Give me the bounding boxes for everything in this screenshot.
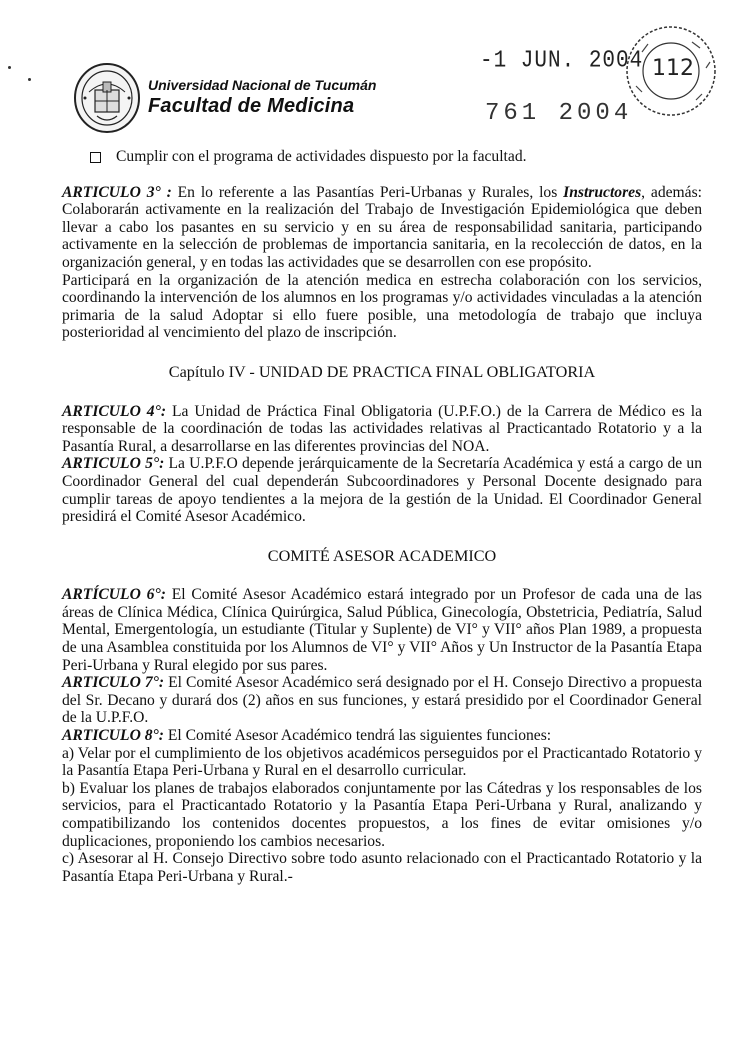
article-4 (62, 403, 702, 456)
article-text: La Unidad de Práctica Final Obligatoria (U.P.F.O.) de la Carrera de Médico es la responsable de la coordinación de todas las actividades relativas al Practicantado Rotatorio y a la Pasantía Rural, a desarrollarse en las diferentes provincias del NOA. (62, 402, 702, 455)
list-item (62, 148, 702, 166)
function-item-c: c) Asesorar al H. Consejo Directivo sobre todo asunto relacionado con el Practicantado Rotatorio y la Pasantía Etapa Peri-Urbana y Rural.- (62, 850, 702, 885)
function-item-b: b) Evaluar los planes de trabajos elaborados conjuntamente por las Cátedras y los responsables de los servicios, para el Practicantado Rotatorio y la Pasantía Etapa Peri-Urbana y Rural, analizando y compatibilizando los contenidos docentes propuestos, a los fines de evitar omisiones y/o duplicaciones, proponiendo los cambios necesarios. (62, 779, 702, 850)
article-text: El Comité Asesor Académico tendrá las siguientes funciones: (163, 727, 552, 745)
article-8 (62, 727, 702, 745)
faculty-seal (622, 22, 720, 120)
article-text: El Comité Asesor Académico será designado por el H. Consejo Directivo a propuesta del Sr. Decano y durará dos (2) años en sus funciones, y estará presidido por el Coordinador General de la U.P.F.O. (62, 674, 702, 727)
article-text: El Comité Asesor Académico estará integrado por un Profesor de cada una de las áreas de Clínica Médica, Clínica Quirúrgica, Salud Pública, Ginecología, Obstetricia, Pediatría, Salud Mental, Emergentología, un estudiante (Titular y Suplente) de VI° y VII° años Plan 1989, a propuesta de una Asamblea constituida por los Alumnos de VI° y VII° Años y Un Instructor de la Pasantía Etapa Peri-Urbana y Rural elegido por sus pares. (62, 586, 703, 674)
faculty-name: Facultad de Medicina (148, 95, 355, 117)
article-text: , además: Colaborarán activamente en la realización del Trabajo de Investigación Epidemiológica que deben llevar a cabo los pasantes en su servicio y en su área de responsabilidad sanitaria, participando activamente en la selección de problemas de importancia sanitaria, en la recolección de datos, en la organización general, y en todas las actividades que se desarrollen con ese propósito. (62, 183, 703, 271)
article-5 (62, 455, 702, 525)
article-label: ARTICULO 5°: (62, 455, 165, 473)
article-3-paragraph-2: Participará en la organización de la atención medica en estrecha colaboración con los servicios, coordinando la intervención de los alumnos en los programas y/o actividades vinculadas a la atención primaria de la salud Adoptar si ello fuere posible, una metodología de trabajo que incluya posterioridad al vencimiento del plazo de inscripción. (62, 271, 702, 342)
university-name: Universidad Nacional de Tucumán (148, 77, 377, 93)
article-3 (62, 184, 702, 272)
article-6 (62, 586, 702, 674)
checkbox-bullet-icon (90, 152, 101, 163)
chapter-title: Capítulo IV - UNIDAD DE PRACTICA FINAL OBLIGATORIA (168, 362, 596, 381)
section-title: COMITÉ ASESOR ACADEMICO (267, 546, 497, 565)
article-text: En lo referente a las Pasantías Peri-Urbanas y Rurales, los (171, 183, 564, 201)
resolution-number-stamp: 761 2004 (485, 100, 633, 127)
article-label: ARTICULO 7°: (62, 674, 165, 692)
article-text: La U.P.F.O depende jerárquicamente de la Secretaría Académica y está a cargo de un Coordinador General del cual dependerán Subcoordinadores y Personal Docente designado para cumplir tareas de apoyo tendientes a la mejora de la gestión de la Unidad. El Coordinador General presidirá el Comité Asesor Académico. (62, 455, 702, 526)
article-label: ARTÍCULO 6°: (62, 586, 166, 604)
bullet-text: Cumplir con el programa de actividades dispuesto por la facultad. (116, 148, 527, 165)
function-item-a: a) Velar por el cumplimiento de los objetivos académicos perseguidos por el Practicantado Rotatorio y la Pasantía Etapa Peri-Urbana y Rural en el desarrollo curricular. (62, 744, 702, 780)
seal-number: 112 (652, 56, 694, 81)
article-label: ARTICULO 3° : (62, 183, 172, 201)
received-date-stamp: -1 JUN. 2004 (480, 48, 644, 75)
university-crest-icon (73, 62, 141, 134)
emphasis-text: Instructores (563, 183, 642, 201)
article-label: ARTICULO 4°: (62, 402, 167, 420)
scan-speck (8, 66, 11, 69)
document-body (62, 146, 702, 885)
scan-speck (28, 78, 31, 81)
article-7 (62, 674, 702, 727)
article-label: ARTICULO 8°: (62, 727, 164, 745)
